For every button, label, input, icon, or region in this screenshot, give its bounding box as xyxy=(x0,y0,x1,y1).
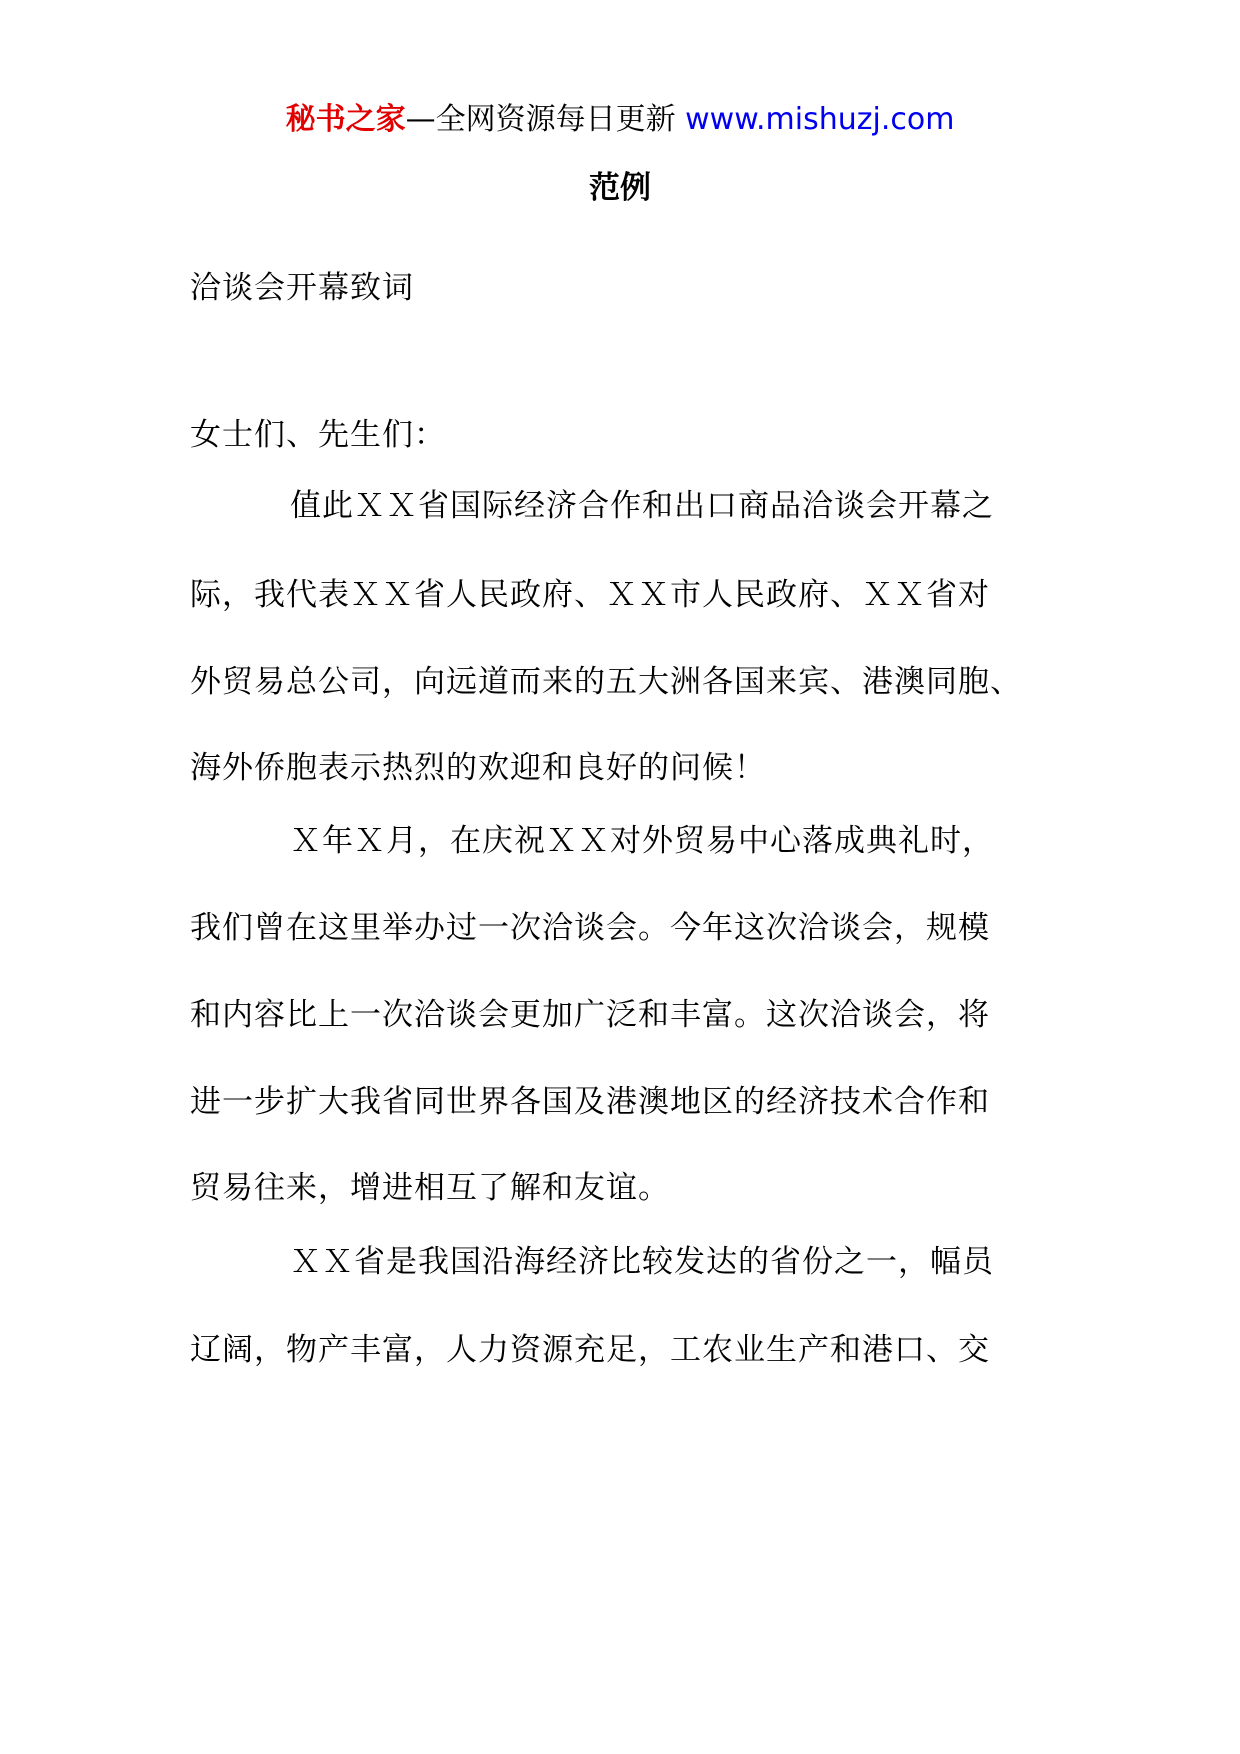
body-line: 贸易往来，增进相互了解和友谊。 xyxy=(190,1170,670,1206)
body-line: 和内容比上一次洽谈会更加广泛和丰富。这次洽谈会，将 xyxy=(190,997,990,1033)
site-url-link[interactable]: www.mishuzj.com xyxy=(685,102,955,137)
document-label: 范例 xyxy=(589,170,651,206)
site-brand: 秘书之家 xyxy=(285,102,406,137)
body-line: 际，我代表ＸＸ省人民政府、ＸＸ市人民政府、ＸＸ省对 xyxy=(190,577,990,613)
body-line: 海外侨胞表示热烈的欢迎和良好的问候！ xyxy=(190,750,766,786)
body-line: 进一步扩大我省同世界各国及港澳地区的经济技术合作和 xyxy=(190,1084,990,1120)
body-line: Ｘ年Ｘ月，在庆祝ＸＸ对外贸易中心落成典礼时， xyxy=(290,823,994,859)
body-line: 我们曾在这里举办过一次洽谈会。今年这次洽谈会，规模 xyxy=(190,910,990,946)
site-header xyxy=(0,100,1240,140)
salutation: 女士们、先生们： xyxy=(190,417,446,453)
body-line: ＸＸ省是我国沿海经济比较发达的省份之一，幅员 xyxy=(290,1244,994,1280)
body-line: 外贸易总公司，向远道而来的五大洲各国来宾、港澳同胞、 xyxy=(190,664,1022,700)
body-line: 值此ＸＸ省国际经济合作和出口商品洽谈会开幕之 xyxy=(290,488,994,524)
body-line: 辽阔，物产丰富，人力资源充足，工农业生产和港口、交 xyxy=(190,1332,990,1368)
document-title: 洽谈会开幕致词 xyxy=(190,270,414,306)
site-tagline: —全网资源每日更新 xyxy=(405,102,686,137)
